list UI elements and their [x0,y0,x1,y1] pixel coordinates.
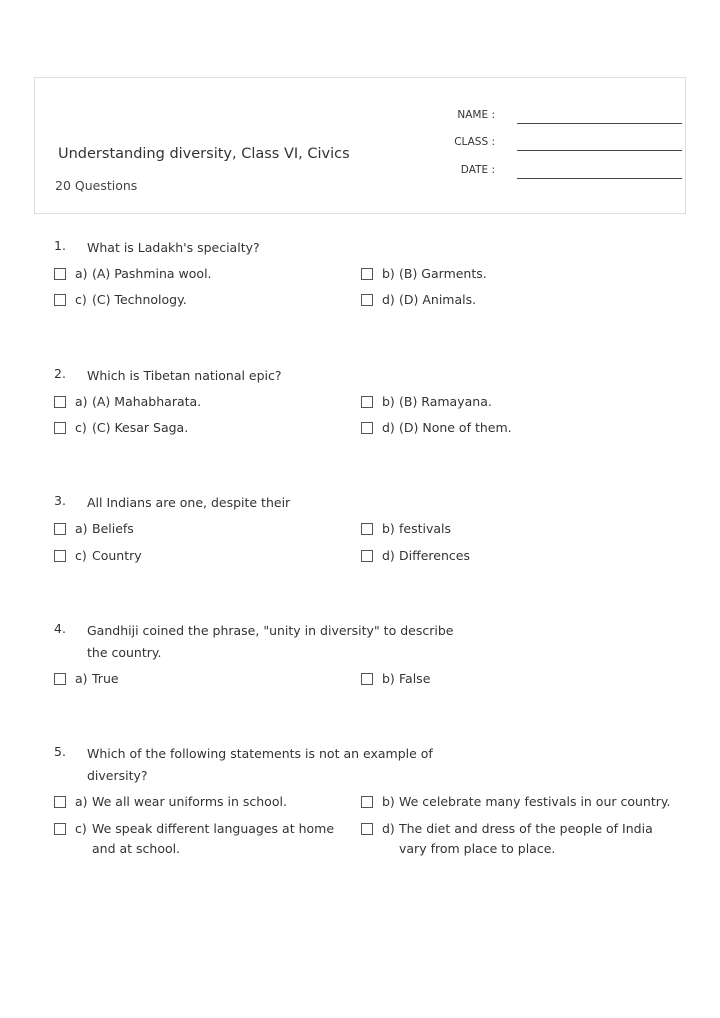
checkbox[interactable] [361,422,373,434]
option-text: (C) Technology. [92,292,187,307]
question-text: All Indians are one, despite their [87,495,291,510]
checkbox[interactable] [54,422,66,434]
checkbox[interactable] [361,396,373,408]
checkbox[interactable] [54,796,66,808]
checkbox[interactable] [54,523,66,535]
option-text: Differences [399,548,470,563]
option-letter: c) [75,420,87,435]
checkbox[interactable] [54,396,66,408]
date-field-line[interactable] [517,178,682,179]
option-letter: b) [382,394,395,409]
option-text: (D) Animals. [399,292,477,307]
option-text: Beliefs [92,521,134,536]
option-text: (B) Ramayana. [399,394,492,409]
option-letter: a) [75,794,88,809]
question-text: Gandhiji coined the phrase, "unity in diversity" to describe the country. [87,623,454,660]
option-letter: b) [382,521,395,536]
checkbox[interactable] [361,523,373,535]
option-text: False [399,671,431,686]
checkbox[interactable] [54,550,66,562]
option-text: festivals [399,521,452,536]
option-letter: c) [75,821,87,836]
option-text: We all wear uniforms in school. [92,794,287,809]
option-letter: d) [382,548,395,563]
option-letter: a) [75,394,88,409]
option-letter: d) [382,420,395,435]
question-number: 4. [54,621,66,636]
class-field-row [385,136,685,152]
option-letter: b) [382,794,395,809]
question-number: 3. [54,493,66,508]
option-text: (C) Kesar Saga. [92,420,189,435]
option-text: The diet and dress of the people of India vary from place to place. [399,821,653,856]
option-text: We celebrate many festivals in our country. [399,794,671,809]
class-field-line[interactable] [517,150,682,151]
question-text: Which is Tibetan national epic? [87,368,282,383]
question-number: 1. [54,238,66,253]
question-number: 5. [54,744,66,759]
class-field-label: CLASS : [454,136,495,148]
date-field-row [385,164,685,180]
checkbox[interactable] [54,823,66,835]
worksheet-title: Understanding diversity, Class VI, Civics [58,146,350,162]
name-field-line[interactable] [517,123,682,124]
option-letter: a) [75,521,88,536]
option-letter: c) [75,548,87,563]
checkbox[interactable] [361,550,373,562]
question-count: 20 Questions [55,178,138,193]
checkbox[interactable] [361,823,373,835]
option-text: (A) Pashmina wool. [92,266,212,281]
option-text: (D) None of them. [399,420,512,435]
name-field-row [385,109,685,125]
worksheet-header [34,77,686,214]
option-letter: d) [382,292,395,307]
question-number: 2. [54,366,66,381]
option-text: Country [92,548,142,563]
option-letter: c) [75,292,87,307]
option-letter: b) [382,266,395,281]
option-text: (A) Mahabharata. [92,394,202,409]
checkbox[interactable] [361,294,373,306]
date-field-label: DATE : [460,164,495,176]
name-field-label: NAME : [457,109,495,121]
option-letter: b) [382,671,395,686]
question-text: Which of the following statements is not an example of diversity? [87,746,433,783]
checkbox[interactable] [361,796,373,808]
option-letter: a) [75,266,88,281]
checkbox[interactable] [54,294,66,306]
option-letter: a) [75,671,88,686]
option-text: We speak different languages at home and at school. [92,821,335,856]
option-text: True [92,671,119,686]
checkbox[interactable] [54,268,66,280]
checkbox[interactable] [361,268,373,280]
option-text: (B) Garments. [399,266,487,281]
checkbox[interactable] [361,673,373,685]
option-letter: d) [382,821,395,836]
question-text: What is Ladakh's specialty? [87,240,260,255]
checkbox[interactable] [54,673,66,685]
